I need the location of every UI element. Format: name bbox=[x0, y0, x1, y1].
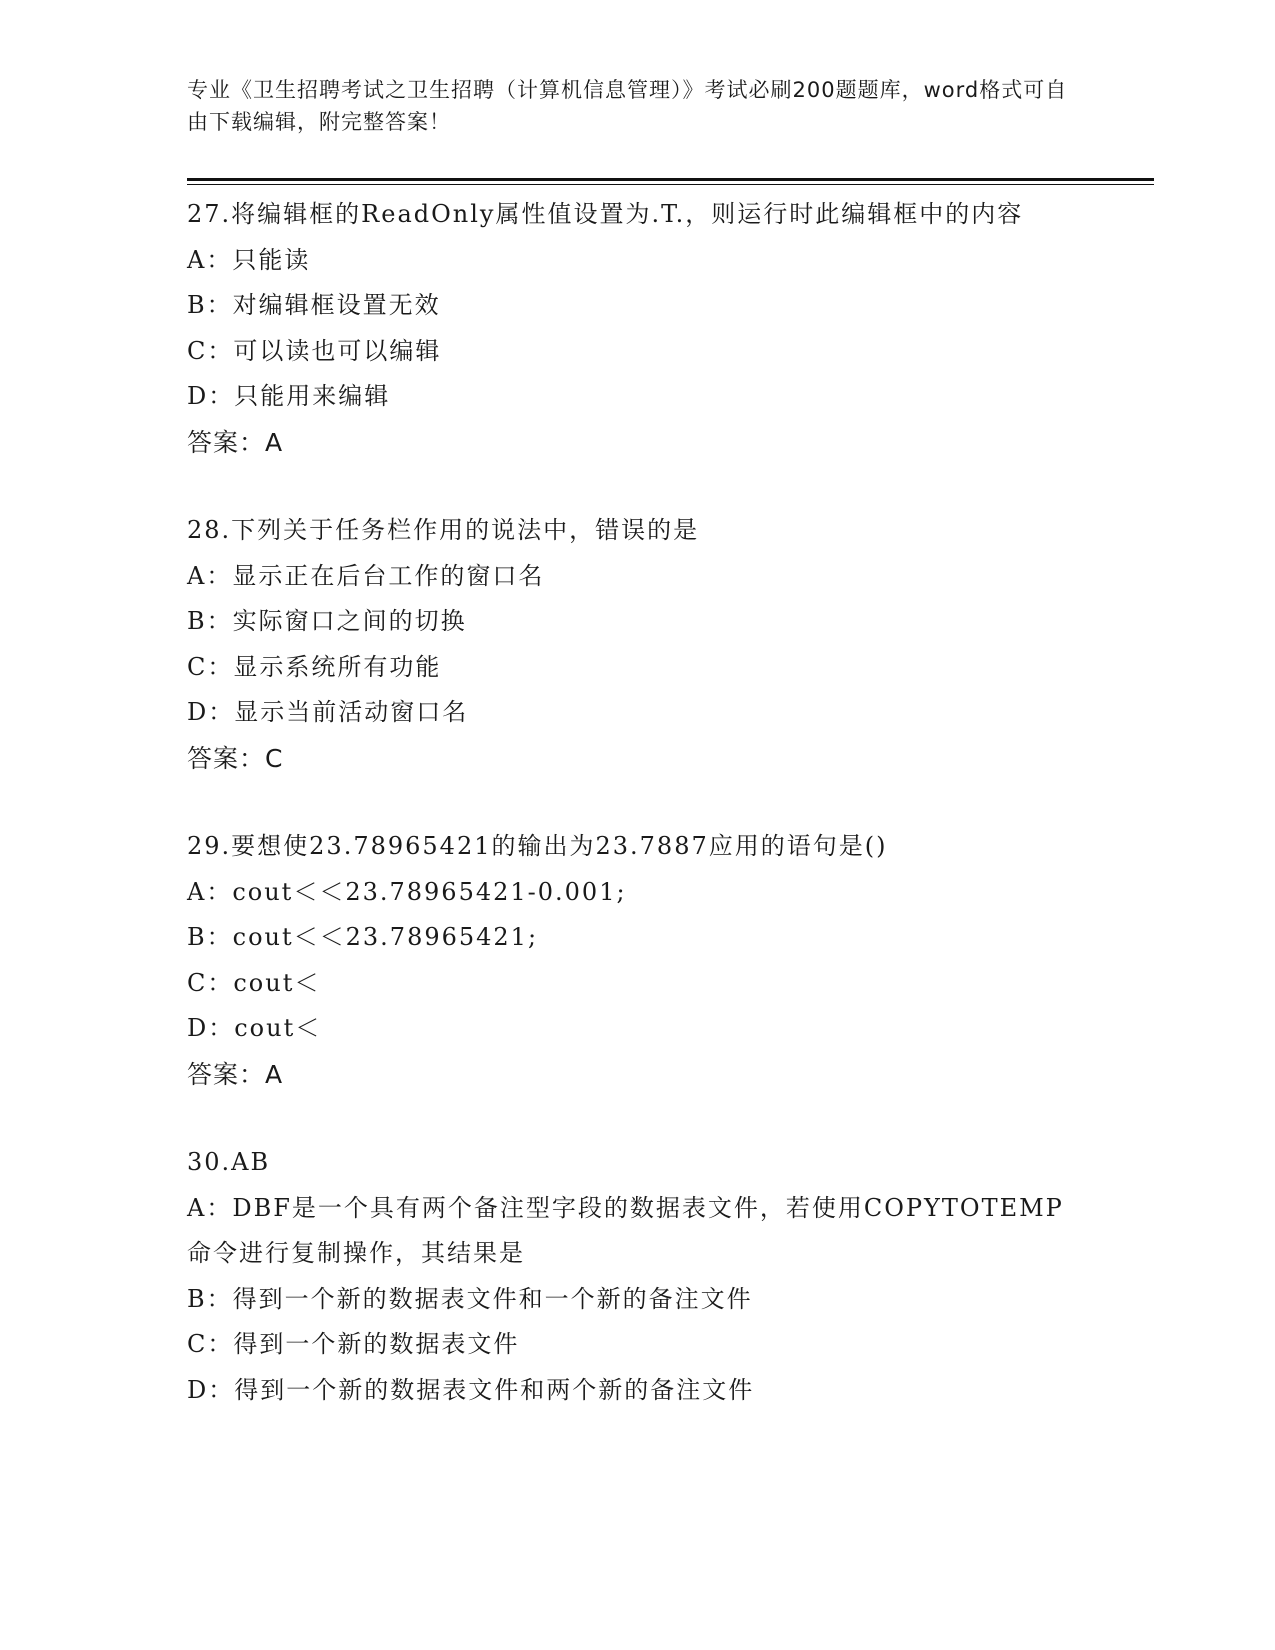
question-stem: 27.将编辑框的ReadOnly属性值设置为.T.，则运行时此编辑框中的内容 bbox=[187, 200, 1024, 228]
option-d: D：显示当前活动窗口名 bbox=[187, 698, 469, 726]
option-c: C：得到一个新的数据表文件 bbox=[187, 1330, 520, 1358]
header-rule-thin bbox=[187, 184, 1154, 185]
option-c: C：显示系统所有功能 bbox=[187, 652, 442, 681]
header-rule-thick bbox=[187, 178, 1154, 181]
question-29 bbox=[187, 824, 1087, 1097]
option-c: C：可以读也可以编辑 bbox=[187, 336, 442, 365]
answer: 答案：A bbox=[187, 1059, 284, 1089]
option-a: A：DBF是一个具有两个备注型字段的数据表文件，若使用COPYTOTEMP命令进行复制操作，其结果是 bbox=[187, 1193, 1064, 1267]
question-28 bbox=[187, 508, 1087, 781]
option-d: D：只能用来编辑 bbox=[187, 382, 391, 410]
option-b: B：对编辑框设置无效 bbox=[187, 291, 441, 319]
answer: 答案：A bbox=[187, 427, 284, 457]
question-stem: 30.AB bbox=[187, 1148, 271, 1176]
question-list bbox=[187, 192, 1087, 1456]
question-27 bbox=[187, 192, 1087, 465]
question-stem: 28.下列关于任务栏作用的说法中，错误的是 bbox=[187, 516, 700, 544]
question-30 bbox=[187, 1140, 1087, 1413]
option-a: A：显示正在后台工作的窗口名 bbox=[187, 561, 545, 590]
option-d: D：得到一个新的数据表文件和两个新的备注文件 bbox=[187, 1375, 755, 1404]
option-d: D：cout＜ bbox=[187, 1014, 322, 1042]
option-b: B：得到一个新的数据表文件和一个新的备注文件 bbox=[187, 1284, 753, 1313]
option-b: B：cout＜＜23.78965421; bbox=[187, 923, 539, 951]
option-b: B：实际窗口之间的切换 bbox=[187, 607, 467, 635]
option-c: C：cout＜ bbox=[187, 968, 321, 997]
option-a: A：只能读 bbox=[187, 245, 311, 274]
question-stem: 29.要想使23.78965421的输出为23.7887应用的语句是() bbox=[187, 832, 888, 860]
document-header: 专业《卫生招聘考试之卫生招聘（计算机信息管理）》考试必刷200题题库，word格式可自由下载编辑，附完整答案！ bbox=[187, 78, 1068, 134]
answer: 答案：C bbox=[187, 743, 284, 773]
option-a: A：cout＜＜23.78965421-0.001; bbox=[187, 877, 627, 906]
